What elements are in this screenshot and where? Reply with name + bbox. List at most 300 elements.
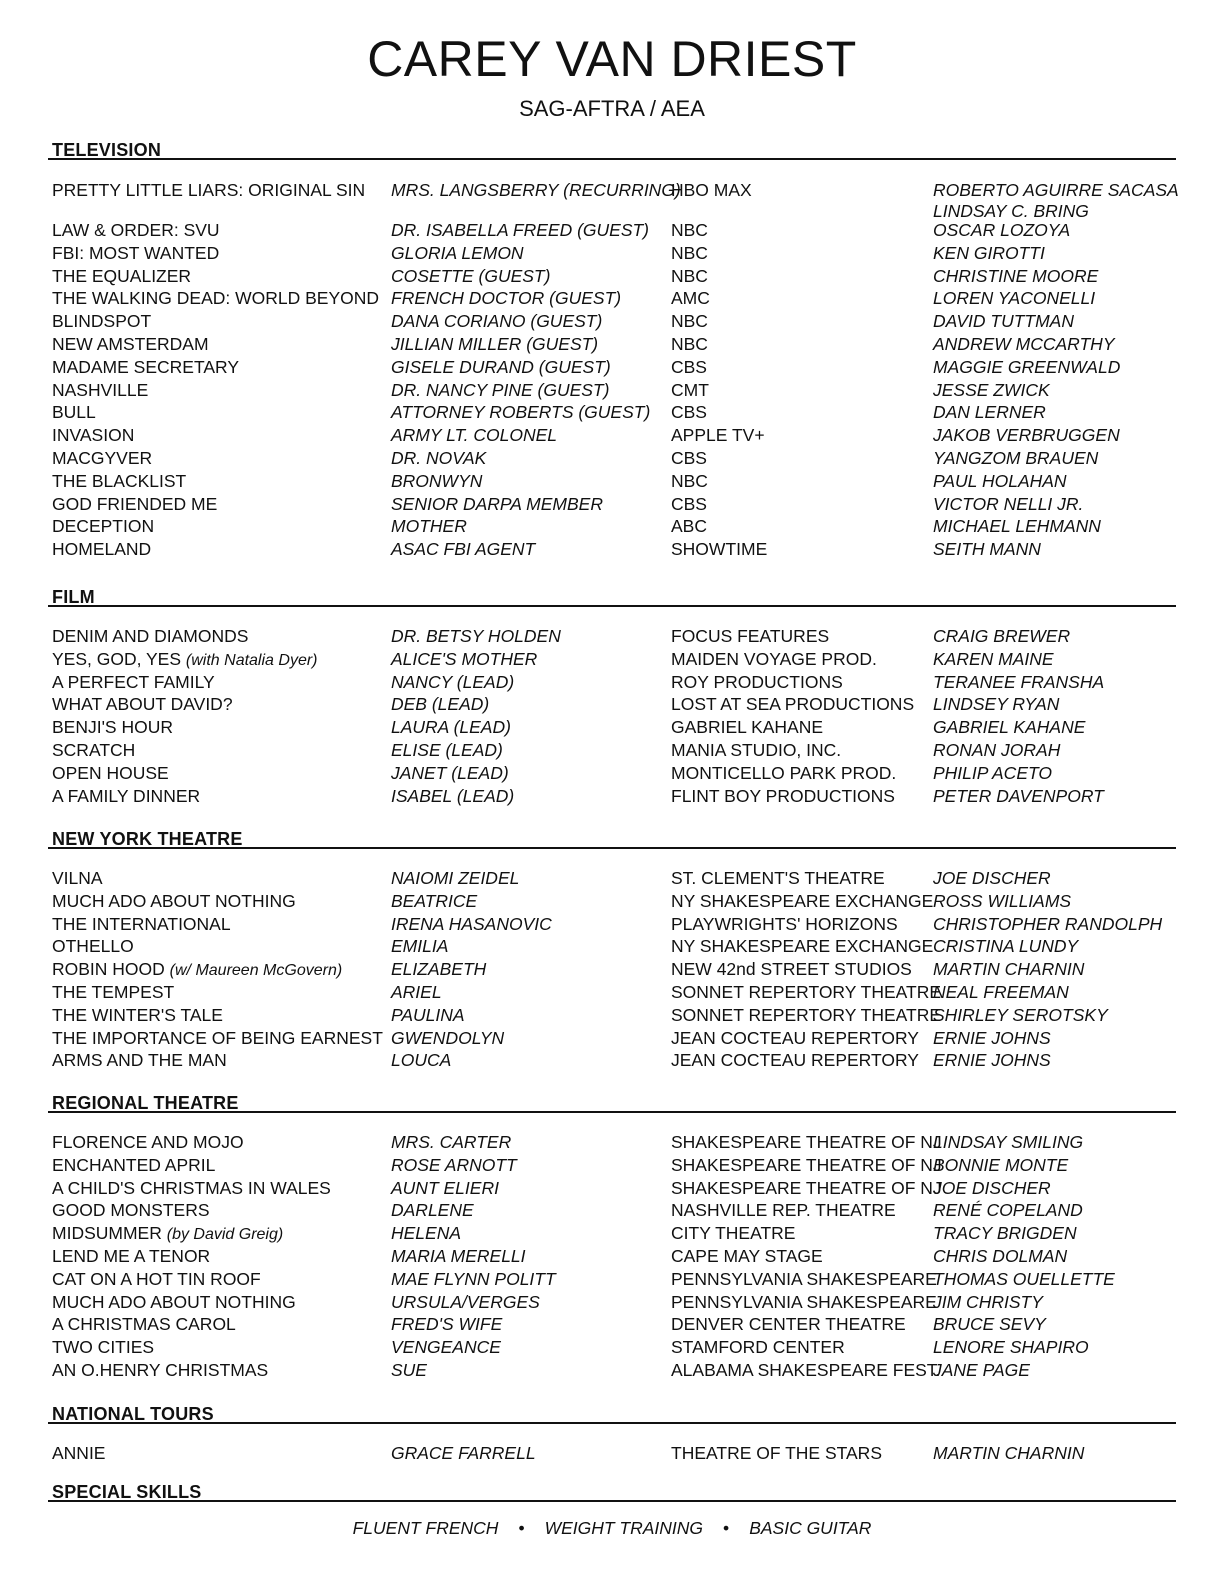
director-name: YANGZOM BRAUEN xyxy=(933,447,1099,468)
credit-role: MAE FLYNN POLITT xyxy=(391,1268,556,1289)
credit-row xyxy=(48,425,1176,448)
credit-title xyxy=(52,914,231,935)
credit-director xyxy=(933,334,1115,355)
credit-row xyxy=(48,288,1176,311)
skill-item: WEIGHT TRAINING xyxy=(544,1518,704,1538)
television-section xyxy=(48,138,1179,562)
credit-row xyxy=(48,672,1176,695)
credit-row xyxy=(48,626,1176,649)
credit-row xyxy=(48,357,1176,380)
credit-venue: CITY THEATRE xyxy=(671,1223,796,1244)
credit-row xyxy=(48,448,1176,471)
credit-note: (by David Greig) xyxy=(166,1226,284,1244)
credit-title xyxy=(52,220,220,241)
credit-title xyxy=(52,180,365,201)
project-title: VILNA xyxy=(52,868,103,888)
project-title: DECEPTION xyxy=(52,516,155,537)
credit-title xyxy=(52,1360,268,1381)
credit-role: ALICE'S MOTHER xyxy=(391,648,538,669)
credit-role: MOTHER xyxy=(391,516,467,537)
skill-item: BASIC GUITAR xyxy=(749,1518,872,1538)
credit-venue: DENVER CENTER THEATRE xyxy=(671,1314,906,1335)
section-title: REGIONAL THEATRE xyxy=(52,1093,239,1113)
project-title: MUCH ADO ABOUT NOTHING xyxy=(52,890,296,911)
credit-title xyxy=(52,1337,154,1358)
credit-director xyxy=(933,936,1078,957)
credit-director xyxy=(933,891,1071,912)
director-name: SHIRLEY SEROTSKY xyxy=(933,1004,1108,1025)
credit-venue: SHAKESPEARE THEATRE OF NJ xyxy=(671,1154,942,1175)
credit-director xyxy=(933,914,1162,935)
credit-title xyxy=(52,1200,210,1221)
credit-venue: NEW 42nd STREET STUDIOS xyxy=(671,959,912,980)
credit-title xyxy=(52,402,96,423)
new-york-theatre-section xyxy=(48,827,1176,1073)
credit-venue: SHOWTIME xyxy=(671,539,768,560)
credit-row xyxy=(48,649,1176,672)
project-title: CAT ON A HOT TIN ROOF xyxy=(52,1268,261,1289)
credit-title xyxy=(52,891,296,912)
project-title: BULL xyxy=(52,402,96,423)
credit-title xyxy=(52,1028,383,1049)
credit-director xyxy=(933,516,1101,537)
skill-item: FLUENT FRENCH xyxy=(352,1518,499,1538)
credit-director xyxy=(933,1005,1108,1026)
director-name: CHRIS DOLMAN xyxy=(933,1245,1068,1266)
union-affiliation: SAG-AFTRA / AEA xyxy=(519,96,705,121)
credit-venue: FLINT BOY PRODUCTIONS xyxy=(671,785,895,806)
director-name: ANDREW MCCARTHY xyxy=(933,333,1115,354)
credit-director xyxy=(933,425,1120,446)
director-name: RONAN JORAH xyxy=(933,739,1061,760)
credit-venue: MAIDEN VOYAGE PROD. xyxy=(671,648,877,669)
credit-title xyxy=(52,334,209,355)
director-name: JIM CHRISTY xyxy=(933,1291,1043,1312)
director-name: ERNIE JOHNS xyxy=(933,1027,1051,1048)
credit-director xyxy=(933,1360,1030,1381)
credit-venue: LOST AT SEA PRODUCTIONS xyxy=(671,694,915,715)
credit-title xyxy=(52,266,191,287)
project-title: LAW & ORDER: SVU xyxy=(52,220,220,240)
credit-role: DR. ISABELLA FREED (GUEST) xyxy=(391,220,650,240)
director-name: PAUL HOLAHAN xyxy=(933,470,1067,491)
credit-role: DANA CORIANO (GUEST) xyxy=(391,311,603,332)
credit-role: COSETTE (GUEST) xyxy=(391,265,551,286)
credit-director xyxy=(933,717,1085,738)
project-title: MIDSUMMER xyxy=(52,1223,162,1244)
director-name: BONNIE MONTE xyxy=(933,1154,1069,1175)
credit-venue: NASHVILLE REP. THEATRE xyxy=(671,1200,896,1221)
credit-role: ROSE ARNOTT xyxy=(391,1154,517,1175)
project-title: A FAMILY DINNER xyxy=(52,785,201,806)
credit-director xyxy=(933,1132,1083,1153)
credit-role: FRENCH DOCTOR (GUEST) xyxy=(391,288,622,309)
credit-venue: JEAN COCTEAU REPERTORY xyxy=(671,1027,919,1048)
credit-role: ISABEL (LEAD) xyxy=(391,785,515,806)
director-name: RENÉ COPELAND xyxy=(933,1200,1083,1221)
director-name: CRISTINA LUNDY xyxy=(933,936,1079,957)
project-title: ANNIE xyxy=(52,1443,106,1463)
credit-title xyxy=(52,516,154,537)
credit-role: ELIZABETH xyxy=(391,959,487,980)
director-name: JAKOB VERBRUGGEN xyxy=(933,425,1120,446)
credit-title xyxy=(52,1005,223,1026)
director-name: CHRISTOPHER RANDOLPH xyxy=(933,913,1163,934)
project-title: A CHILD'S CHRISTMAS IN WALES xyxy=(52,1177,331,1198)
credit-note: (with Natalia Dyer) xyxy=(185,651,318,669)
credit-venue: CBS xyxy=(671,493,707,514)
credit-director xyxy=(933,1337,1089,1358)
director-name: BRUCE SEVY xyxy=(933,1314,1046,1335)
credit-role: MRS. CARTER xyxy=(391,1132,512,1152)
project-title: TWO CITIES xyxy=(52,1337,155,1358)
credit-title xyxy=(52,1443,105,1464)
credit-title xyxy=(52,1269,261,1290)
credit-row xyxy=(48,763,1176,786)
project-title: BLINDSPOT xyxy=(52,311,152,332)
project-title: THE TEMPEST xyxy=(52,981,175,1002)
credit-role: ATTORNEY ROBERTS (GUEST) xyxy=(391,402,651,423)
film-section xyxy=(48,585,1176,808)
credit-title xyxy=(52,1314,236,1335)
credit-director xyxy=(933,1292,1043,1313)
director-name: MARTIN CHARNIN xyxy=(933,959,1085,980)
credits-list xyxy=(48,1132,1176,1383)
credit-director xyxy=(933,402,1046,423)
credit-venue: AMC xyxy=(671,288,710,309)
credit-row xyxy=(48,1246,1176,1269)
credit-title xyxy=(52,786,200,807)
credit-row xyxy=(48,311,1176,334)
director-name: DAVID TUTTMAN xyxy=(933,311,1074,332)
credit-title xyxy=(52,471,186,492)
credit-director xyxy=(933,959,1084,980)
project-title: THE BLACKLIST xyxy=(52,470,187,491)
credit-title xyxy=(52,1132,244,1153)
credit-director xyxy=(933,220,1070,241)
credit-row xyxy=(48,380,1176,403)
credit-row xyxy=(48,1337,1176,1360)
credit-venue: JEAN COCTEAU REPERTORY xyxy=(671,1050,919,1071)
credit-venue: PENNSYLVANIA SHAKESPEARE xyxy=(671,1268,937,1289)
project-title: PRETTY LITTLE LIARS: ORIGINAL SIN xyxy=(52,180,366,200)
director-name: NEAL FREEMAN xyxy=(933,981,1069,1002)
section-header xyxy=(48,827,1176,849)
credit-title xyxy=(52,694,233,715)
director-name: ERNIE JOHNS xyxy=(933,1050,1051,1071)
credit-role: URSULA/VERGES xyxy=(391,1291,540,1312)
credit-role: DEB (LEAD) xyxy=(391,694,490,715)
credit-row xyxy=(48,539,1176,562)
section-title: NEW YORK THEATRE xyxy=(52,829,243,849)
credit-role: LAURA (LEAD) xyxy=(391,717,511,738)
credit-venue: FOCUS FEATURES xyxy=(671,626,830,646)
director-name: PETER DAVENPORT xyxy=(933,785,1104,806)
project-title: A CHRISTMAS CAROL xyxy=(52,1314,236,1335)
credit-director xyxy=(933,1028,1051,1049)
credit-title xyxy=(52,936,134,957)
credit-row xyxy=(48,959,1176,982)
credit-role: BRONWYN xyxy=(391,470,483,491)
credit-director xyxy=(933,180,1179,222)
section-title: SPECIAL SKILLS xyxy=(52,1482,202,1502)
director-name: LOREN YACONELLI xyxy=(933,288,1096,309)
credit-title xyxy=(52,959,342,980)
credit-row xyxy=(48,1028,1176,1051)
credit-row xyxy=(48,334,1176,357)
director-name: OSCAR LOZOYA xyxy=(933,220,1071,240)
credit-venue: CBS xyxy=(671,447,707,468)
credit-title xyxy=(52,311,151,332)
credit-row xyxy=(48,740,1176,763)
credit-venue: MANIA STUDIO, INC. xyxy=(671,739,842,760)
credit-director xyxy=(933,357,1120,378)
project-title: A PERFECT FAMILY xyxy=(52,671,215,692)
credit-title xyxy=(52,868,103,889)
credit-role: NANCY (LEAD) xyxy=(391,671,515,692)
credit-venue: NBC xyxy=(671,311,708,332)
project-title: NASHVILLE xyxy=(52,379,149,400)
credit-venue: NBC xyxy=(671,265,708,286)
credit-director xyxy=(933,649,1054,670)
credit-title xyxy=(52,288,379,309)
credit-role: BEATRICE xyxy=(391,890,478,911)
credit-row xyxy=(48,694,1176,717)
section-title: NATIONAL TOURS xyxy=(52,1404,214,1424)
credit-title xyxy=(52,763,169,784)
credit-title xyxy=(52,1155,215,1176)
credit-title xyxy=(52,740,135,761)
credit-title xyxy=(52,380,148,401)
credit-director xyxy=(933,1443,1084,1464)
credit-row xyxy=(48,1314,1176,1337)
project-title: INVASION xyxy=(52,425,135,446)
project-title: ENCHANTED APRIL xyxy=(52,1154,216,1175)
director-name: JESSE ZWICK xyxy=(933,379,1050,400)
credit-venue: ALABAMA SHAKESPEARE FEST. xyxy=(671,1359,941,1380)
credit-role: MRS. LANGSBERRY (RECURRING) xyxy=(391,180,681,200)
credit-venue: NBC xyxy=(671,220,708,240)
project-title: DENIM AND DIAMONDS xyxy=(52,626,249,646)
credit-title xyxy=(52,717,173,738)
credit-title xyxy=(52,1292,296,1313)
credit-row xyxy=(48,868,1176,891)
project-title: FLORENCE AND MOJO xyxy=(52,1132,244,1152)
credit-row xyxy=(48,471,1176,494)
credit-director xyxy=(933,740,1060,761)
credit-director xyxy=(933,672,1104,693)
credit-venue: NY SHAKESPEARE EXCHANGE xyxy=(671,890,934,911)
director-name: JOE DISCHER xyxy=(933,868,1051,888)
director-name: CHRISTINE MOORE xyxy=(933,265,1099,286)
credit-role: ELISE (LEAD) xyxy=(391,739,503,760)
credit-row xyxy=(48,1223,1176,1246)
director-name: MAGGIE GREENWALD xyxy=(933,356,1121,377)
director-name: DAN LERNER xyxy=(933,402,1046,423)
project-title: MADAME SECRETARY xyxy=(52,356,240,377)
project-title: GOOD MONSTERS xyxy=(52,1200,210,1221)
credit-role: VENGEANCE xyxy=(391,1337,501,1358)
credit-row xyxy=(48,516,1176,539)
credit-role: DR. BETSY HOLDEN xyxy=(391,626,561,646)
credit-venue: CBS xyxy=(671,356,707,377)
director-name: JOE DISCHER xyxy=(933,1177,1051,1198)
credit-role: JILLIAN MILLER (GUEST) xyxy=(391,333,599,354)
credit-row xyxy=(48,1005,1176,1028)
regional-theatre-section xyxy=(48,1091,1176,1383)
project-title: THE EQUALIZER xyxy=(52,265,192,286)
credit-venue: STAMFORD CENTER xyxy=(671,1337,845,1358)
credits-list xyxy=(48,180,1179,562)
credit-venue: SONNET REPERTORY THEATRE xyxy=(671,981,942,1002)
credit-row xyxy=(48,266,1176,289)
project-title: WHAT ABOUT DAVID? xyxy=(52,694,233,715)
credit-role: NAIOMI ZEIDEL xyxy=(391,868,520,888)
credit-role: IRENA HASANOVIC xyxy=(391,913,552,934)
credit-row xyxy=(48,717,1176,740)
credit-director xyxy=(933,763,1052,784)
credit-title xyxy=(52,1246,210,1267)
section-title: TELEVISION xyxy=(52,140,162,160)
director-name: JANE PAGE xyxy=(933,1359,1030,1380)
project-title: OPEN HOUSE xyxy=(52,762,169,783)
credit-row xyxy=(48,1443,1176,1466)
credit-venue: ROY PRODUCTIONS xyxy=(671,671,843,692)
credit-venue: CBS xyxy=(671,402,707,423)
credit-row xyxy=(48,180,1179,221)
credit-row xyxy=(48,1132,1176,1155)
credit-title xyxy=(52,448,152,469)
project-title: BENJI'S HOUR xyxy=(52,717,173,738)
director-name: ROBERTO AGUIRRE SACASA xyxy=(933,180,1179,200)
credit-venue: NBC xyxy=(671,333,708,354)
credit-role: EMILIA xyxy=(391,936,449,957)
project-title: LEND ME A TENOR xyxy=(52,1245,211,1266)
credits-list xyxy=(48,868,1176,1073)
credit-role: DR. NOVAK xyxy=(391,447,487,468)
project-title: THE INTERNATIONAL xyxy=(52,913,231,934)
credit-title xyxy=(52,539,151,560)
credit-director xyxy=(933,448,1098,469)
credit-role: HELENA xyxy=(391,1223,462,1244)
credit-role: JANET (LEAD) xyxy=(391,762,509,783)
director-name: LENORE SHAPIRO xyxy=(933,1337,1089,1358)
credit-director xyxy=(933,311,1074,332)
credit-director xyxy=(933,1178,1051,1199)
credit-director xyxy=(933,1050,1051,1071)
project-title: ROBIN HOOD xyxy=(52,959,165,980)
credit-role: GRACE FARRELL xyxy=(391,1443,536,1463)
credit-director xyxy=(933,380,1050,401)
bullet-separator: • xyxy=(518,1518,525,1538)
credit-role: PAULINA xyxy=(391,1004,465,1025)
special-skills-section xyxy=(48,1480,1176,1502)
section-header xyxy=(48,585,1176,607)
section-title: FILM xyxy=(52,587,95,607)
credits-list xyxy=(48,1443,1176,1466)
credit-title xyxy=(52,243,219,264)
project-title: THE WINTER'S TALE xyxy=(52,1004,223,1025)
project-title: GOD FRIENDED ME xyxy=(52,493,218,514)
credit-director xyxy=(933,1314,1046,1335)
project-title: YES, GOD, YES xyxy=(52,648,182,669)
credit-title xyxy=(52,1223,283,1244)
credit-director xyxy=(933,539,1041,560)
project-title: FBI: MOST WANTED xyxy=(52,242,220,263)
director-name: PHILIP ACETO xyxy=(933,762,1052,783)
credit-title xyxy=(52,357,239,378)
director-name: SEITH MANN xyxy=(933,539,1041,560)
credit-venue: CAPE MAY STAGE xyxy=(671,1245,823,1266)
director-name: LINDSAY C. BRING xyxy=(933,201,1089,221)
credit-row xyxy=(48,1050,1176,1073)
director-name: KEN GIROTTI xyxy=(933,242,1045,263)
project-title: SCRATCH xyxy=(52,739,136,760)
credit-director xyxy=(933,471,1067,492)
credit-row xyxy=(48,243,1176,266)
credit-title xyxy=(52,626,248,647)
credit-director xyxy=(933,1200,1083,1221)
skills-list xyxy=(0,1518,1224,1539)
credit-venue: ST. CLEMENT'S THEATRE xyxy=(671,868,885,888)
credit-venue: SONNET REPERTORY THEATRE xyxy=(671,1004,942,1025)
director-name: CRAIG BREWER xyxy=(933,626,1071,646)
credit-role: ARIEL xyxy=(391,981,442,1002)
director-name: ROSS WILLIAMS xyxy=(933,890,1072,911)
credit-row xyxy=(48,891,1176,914)
actor-name: CAREY VAN DRIEST xyxy=(367,31,857,87)
credit-role: GISELE DURAND (GUEST) xyxy=(391,356,611,377)
credit-title xyxy=(52,1050,227,1071)
section-header xyxy=(48,1091,1176,1113)
credit-row xyxy=(48,1200,1176,1223)
credit-title xyxy=(52,494,217,515)
credit-row xyxy=(48,786,1176,809)
credit-role: AUNT ELIERI xyxy=(391,1177,499,1198)
credit-director xyxy=(933,1269,1115,1290)
project-title: THE IMPORTANCE OF BEING EARNEST xyxy=(52,1027,383,1048)
credit-row xyxy=(48,982,1176,1005)
section-header xyxy=(48,1480,1176,1502)
project-title: AN O.HENRY CHRISTMAS xyxy=(52,1359,269,1380)
credit-venue: CMT xyxy=(671,379,709,400)
credit-venue: NY SHAKESPEARE EXCHANGE xyxy=(671,936,934,957)
director-name: MARTIN CHARNIN xyxy=(933,1443,1085,1463)
director-name: LINDSAY SMILING xyxy=(933,1132,1084,1152)
project-title: ARMS AND THE MAN xyxy=(52,1050,227,1071)
credit-row xyxy=(48,1292,1176,1315)
credit-role: DR. NANCY PINE (GUEST) xyxy=(391,379,610,400)
project-title: NEW AMSTERDAM xyxy=(52,333,209,354)
director-name: GABRIEL KAHANE xyxy=(933,717,1086,738)
director-name: VICTOR NELLI JR. xyxy=(933,493,1084,514)
director-name: MICHAEL LEHMANN xyxy=(933,516,1101,537)
project-title: OTHELLO xyxy=(52,936,134,957)
credit-venue: MONTICELLO PARK PROD. xyxy=(671,762,897,783)
project-title: HOMELAND xyxy=(52,539,152,560)
credit-venue: PENNSYLVANIA SHAKESPEARE xyxy=(671,1291,937,1312)
credit-venue: NBC xyxy=(671,470,708,491)
project-title: MUCH ADO ABOUT NOTHING xyxy=(52,1291,296,1312)
credit-director xyxy=(933,494,1083,515)
credit-venue: SHAKESPEARE THEATRE OF NJ xyxy=(671,1177,942,1198)
credit-role: SUE xyxy=(391,1359,427,1380)
director-name: LINDSEY RYAN xyxy=(933,694,1060,715)
credit-venue: SHAKESPEARE THEATRE OF NJ xyxy=(671,1132,942,1152)
credit-director xyxy=(933,694,1059,715)
credit-venue: ABC xyxy=(671,516,707,537)
credit-row xyxy=(48,936,1176,959)
